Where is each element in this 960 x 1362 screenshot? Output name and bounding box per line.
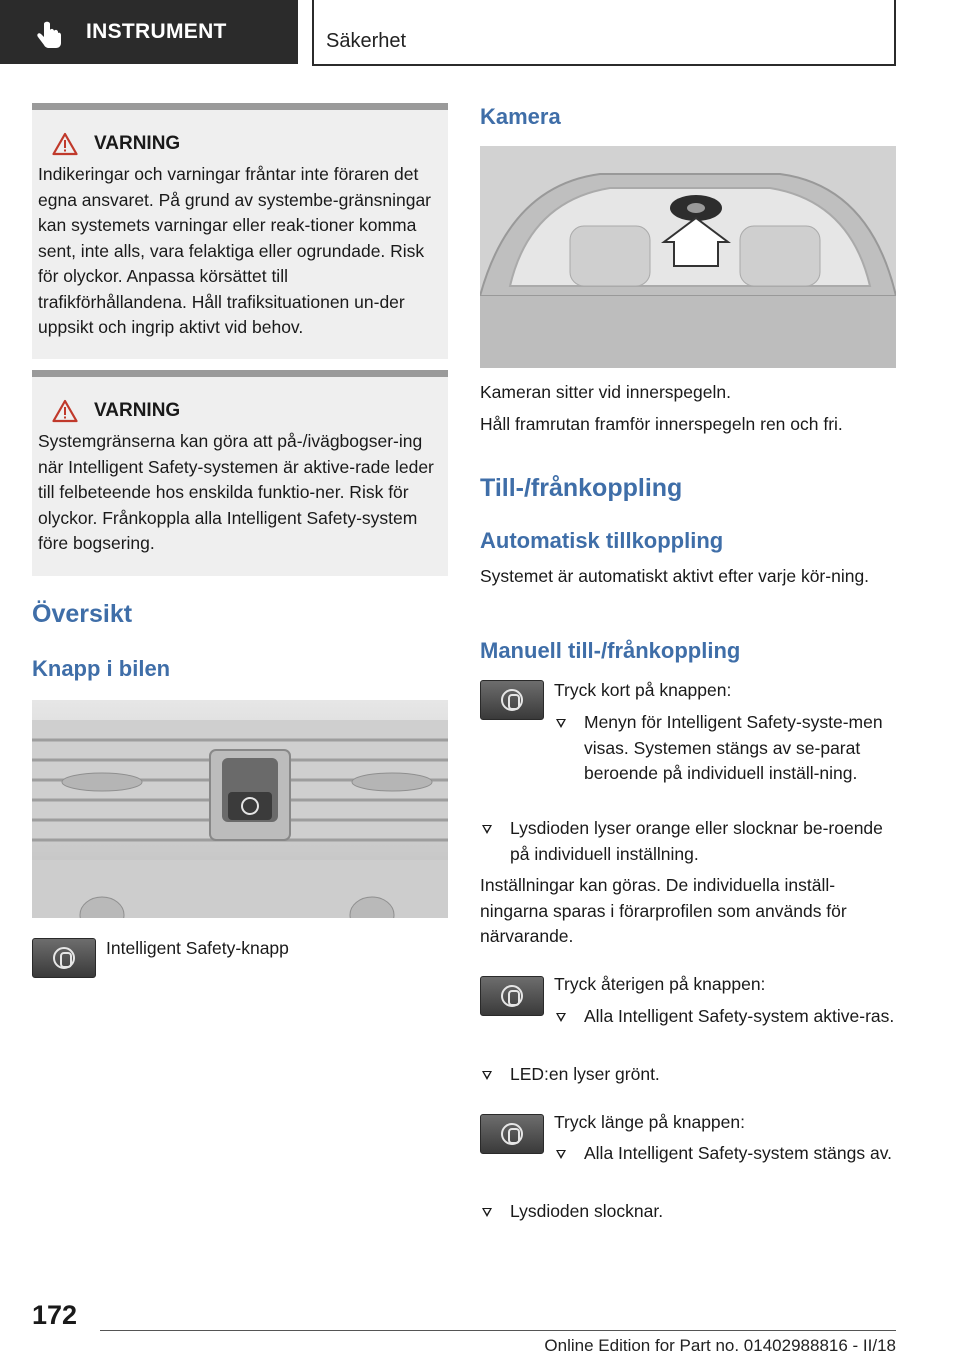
warning-title: VARNING <box>94 133 181 154</box>
step-1-bullet-text: Menyn för Intelligent Safety-syste-men visas. Systemen stängs av se-parat beroende på individuell inställ-ning. <box>584 712 883 783</box>
step-1-led-bullet <box>482 816 892 867</box>
intelligent-safety-button-icon <box>480 1114 544 1154</box>
step-1-led-text: Lysdioden lyser orange eller slocknar be-roende på individuell inställning. <box>510 818 883 864</box>
camera-location-photo <box>480 146 896 368</box>
intelligent-safety-button-icon <box>480 976 544 1016</box>
bullet-triangle-icon <box>482 1071 492 1080</box>
camera-text-1: Kameran sitter vid innerspegeln. <box>480 382 731 402</box>
step-3-led-text: Lysdioden slocknar. <box>510 1201 664 1221</box>
button-caption: Intelligent Safety-knapp <box>106 938 289 958</box>
manual-heading: Manuell till-/frånkoppling <box>480 638 741 663</box>
warning-title-row <box>52 399 440 423</box>
step-2-led-text: LED:en lyser grönt. <box>510 1064 660 1084</box>
page-number: 172 <box>32 1300 78 1330</box>
camera-text-2: Håll framrutan framför innerspegeln ren och fri. <box>480 414 843 434</box>
bullet-triangle-icon <box>482 1208 492 1217</box>
footer-edition: Online Edition for Part no. 01402988816 - II/18 <box>544 1336 896 1355</box>
button-in-car-heading: Knapp i bilen <box>32 656 171 681</box>
step-2-text: Tryck återigen på knappen: <box>554 974 766 994</box>
step-2-led-bullet <box>482 1062 892 1088</box>
warning-body: Indikeringar och varningar fråntar inte föraren det egna ansvaret. På grund av systembe-gränsningar kan systemets varningar eller reak-tioner komma sent, inte alls, vara felaktiga eller ogrundade. Risk för olyckor. Anpassa körsättet till trafikförhållandena. Håll trafiksituationen un-der uppsikt och ingrip aktivt vid behov. <box>38 164 432 337</box>
overview-heading: Översikt <box>32 600 133 628</box>
section-tab <box>0 0 298 64</box>
bullet-triangle-icon <box>482 825 492 834</box>
auto-heading: Automatisk tillkoppling <box>480 528 724 553</box>
warning-triangle-icon <box>52 132 78 156</box>
warning-body: Systemgränserna kan göra att på-/ivägbogser-ing när Intelligent Safety-systemen är aktive-rade leder till felbeteende hos enskilda funktio-ner. Risk för olyckor. Frånkoppla alla Intelligent Safety-system före bogsering. <box>38 431 434 553</box>
step-3-led-bullet <box>482 1199 892 1225</box>
auto-text: Systemet är automatiskt aktivt efter varje kör-ning. <box>480 566 870 586</box>
toggle-heading: Till-/frånkoppling <box>480 474 683 502</box>
step-2-bullet <box>556 1004 896 1030</box>
footer-divider <box>100 1330 896 1331</box>
warning-box <box>32 103 448 359</box>
section-tab-label: INSTRUMENT <box>86 20 227 43</box>
bullet-triangle-icon <box>556 719 566 728</box>
bullet-triangle-icon <box>556 1013 566 1022</box>
warning-title-row <box>52 132 440 156</box>
intelligent-safety-button-icon <box>480 680 544 720</box>
dashboard-button-photo <box>32 700 448 918</box>
camera-heading: Kamera <box>480 104 561 129</box>
step-1-bullet <box>556 710 896 787</box>
warning-title: VARNING <box>94 400 181 421</box>
hand-pointer-icon <box>34 20 66 50</box>
step-1-text: Tryck kort på knappen: <box>554 680 732 700</box>
bullet-triangle-icon <box>556 1150 566 1159</box>
intelligent-safety-button-icon <box>32 938 96 978</box>
settings-text: Inställningar kan göras. De individuella inställ-ningarna sparas i förarprofilen som används för närvarande. <box>480 875 847 946</box>
step-3-bullet-text: Alla Intelligent Safety-system stängs av. <box>584 1143 893 1163</box>
section-title: Säkerhet <box>326 30 407 52</box>
warning-box <box>32 370 448 576</box>
step-3-bullet <box>556 1141 896 1167</box>
step-3-text: Tryck länge på knappen: <box>554 1112 745 1132</box>
warning-triangle-icon <box>52 399 78 423</box>
step-2-bullet-text: Alla Intelligent Safety-system aktive-ras. <box>584 1006 895 1026</box>
section-title-box <box>312 0 896 66</box>
